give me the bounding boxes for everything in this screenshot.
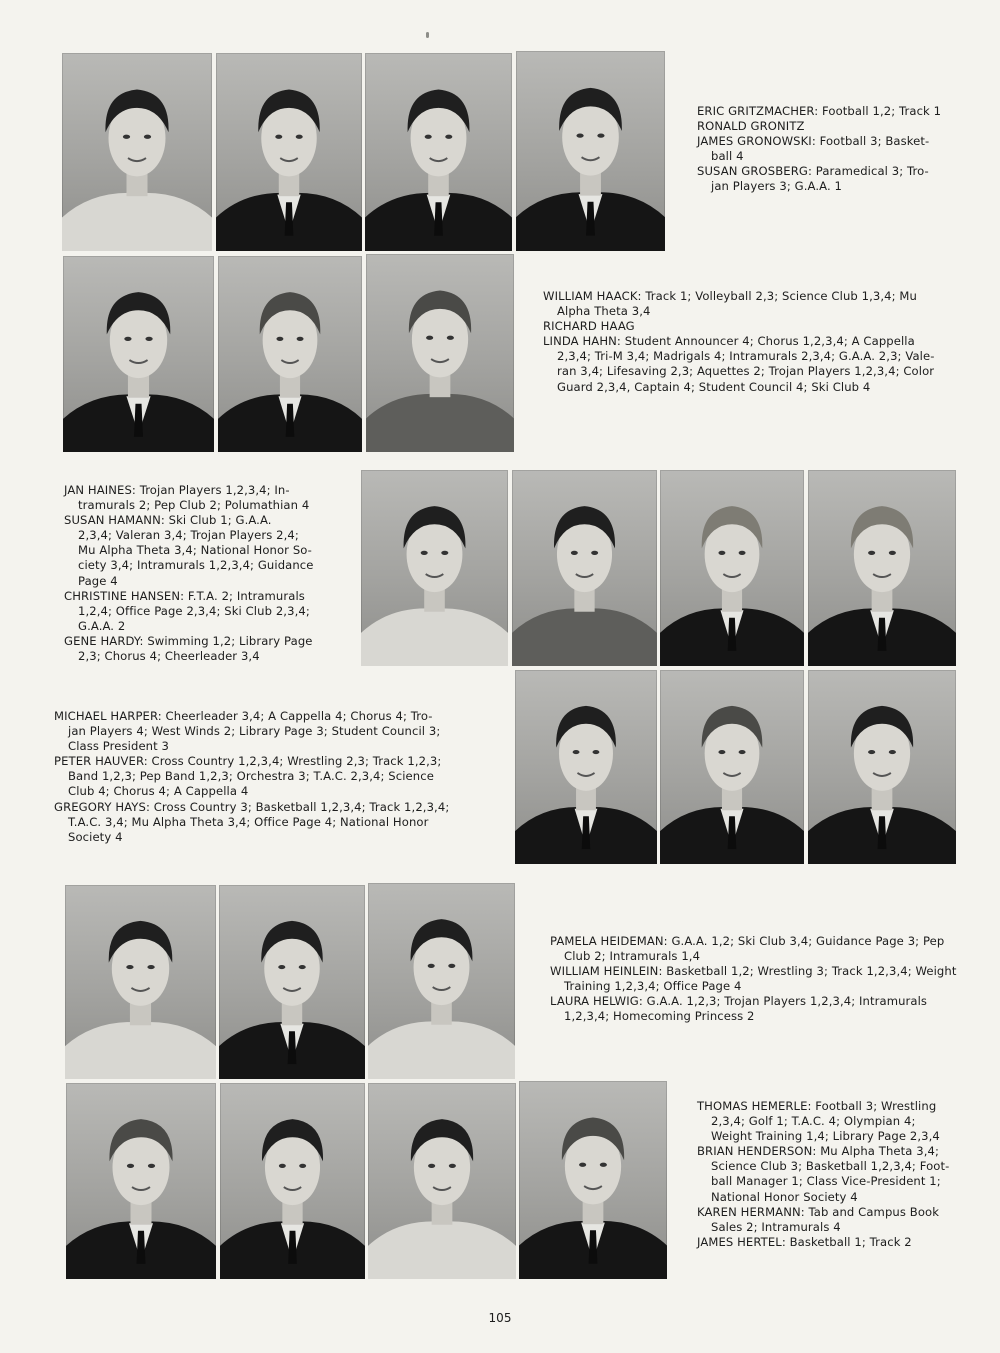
caption-entry	[543, 334, 969, 394]
right-eye-shape	[739, 750, 746, 754]
caption-continuation-line: 2,3; Chorus 4; Cheerleader 3,4	[78, 649, 260, 664]
photo-gregory-hays	[808, 670, 956, 864]
right-eye-shape	[449, 1164, 456, 1168]
left-eye-shape	[276, 337, 283, 341]
caption-entry	[697, 119, 959, 134]
tie-shape	[285, 202, 294, 236]
photo-james-hertel	[519, 1081, 667, 1279]
right-eye-shape	[448, 964, 455, 968]
shoulders-shape	[368, 1021, 515, 1079]
photo-laura-helwig	[368, 883, 515, 1079]
caption-block-5	[550, 934, 974, 1025]
right-eye-shape	[445, 135, 452, 139]
portrait-drawing	[368, 1083, 516, 1279]
right-eye-shape	[600, 1163, 607, 1167]
portrait-drawing	[65, 885, 216, 1079]
caption-continuation-line: G.A.A. 2	[78, 618, 126, 633]
caption-line: WILLIAM HAACK: Track 1; Volleyball 2,3; Science Club 1,3,4; Mu	[543, 289, 917, 303]
right-eye-shape	[297, 337, 304, 341]
caption-continuation-line: Alpha Theta 3,4	[557, 304, 651, 319]
portrait-drawing	[808, 470, 956, 666]
right-eye-shape	[145, 337, 152, 341]
portrait-drawing	[62, 53, 212, 251]
caption-entry	[550, 934, 974, 964]
tie-shape	[134, 404, 143, 437]
caption-entry	[54, 800, 482, 845]
portrait-drawing	[660, 670, 804, 864]
photo-richard-haag	[218, 256, 362, 452]
caption-continuation-line: Class President 3	[68, 739, 170, 754]
caption-line: ERIC GRITZMACHER: Football 1,2; Track 1	[697, 104, 942, 118]
caption-continuation-line: Guard 2,3,4, Captain 4; Student Council 4; Ski Club 4	[557, 379, 871, 394]
right-eye-shape	[299, 965, 306, 969]
page-number: 105	[488, 1311, 512, 1325]
caption-entry	[64, 589, 328, 634]
photo-brian-henderson	[220, 1083, 365, 1279]
portrait-drawing	[368, 883, 515, 1079]
tie-shape	[728, 816, 737, 849]
caption-line: SUSAN GROSBERG: Paramedical 3; Tro-	[697, 164, 929, 179]
caption-entry	[54, 709, 482, 754]
portrait-drawing	[519, 1081, 667, 1279]
portrait-drawing	[660, 470, 804, 666]
right-eye-shape	[144, 135, 151, 139]
left-eye-shape	[278, 965, 285, 969]
left-eye-shape	[718, 750, 725, 754]
shoulders-shape	[65, 1022, 216, 1079]
portrait-drawing	[220, 1083, 365, 1279]
caption-line: WILLIAM HEINLEIN: Basketball 1,2; Wrestling 3; Track 1,2,3,4; Weight	[550, 964, 957, 979]
caption-line: BRIAN HENDERSON: Mu Alpha Theta 3,4;	[697, 1144, 940, 1159]
photo-william-haack	[63, 256, 214, 452]
caption-line: PAMELA HEIDEMAN: G.A.A. 1,2; Ski Club 3,4; Guidance Page 3; Pep	[550, 934, 945, 948]
left-eye-shape	[576, 133, 583, 137]
shoulders-shape	[512, 608, 657, 666]
caption-continuation-line: Training 1,2,3,4; Office Page 4	[564, 979, 742, 994]
caption-block-1	[697, 104, 959, 195]
photo-susan-grosberg	[516, 51, 665, 251]
photo-james-gronowski	[365, 53, 512, 251]
caption-entry	[697, 1235, 959, 1250]
caption-continuation-line: Science Club 3; Basketball 1,2,3,4; Foot-	[711, 1159, 950, 1174]
tie-shape	[878, 816, 887, 849]
caption-continuation-line: ball Manager 1; Class Vice-President 1;	[711, 1174, 941, 1189]
photo-ronald-gronitz	[216, 53, 362, 251]
caption-block-2	[543, 289, 969, 395]
tie-shape	[728, 618, 737, 651]
caption-continuation-line: Band 1,2,3; Pep Band 1,2,3; Orchestra 3; T.A.C. 2,3,4; Science	[68, 769, 434, 784]
tie-shape	[286, 404, 295, 437]
scan-speck	[426, 32, 429, 38]
photo-pamela-heideman	[65, 885, 216, 1079]
photo-karen-hermann	[368, 1083, 516, 1279]
caption-block-3	[64, 483, 328, 664]
portrait-drawing	[515, 670, 657, 864]
caption-entry	[697, 164, 959, 194]
caption-entry	[550, 964, 974, 994]
portrait-drawing	[516, 51, 665, 251]
caption-line: CHRISTINE HANSEN: F.T.A. 2; Intramurals	[64, 588, 305, 603]
caption-continuation-line: tramurals 2; Pep Club 2; Polumathian 4	[78, 498, 310, 513]
shoulders-shape	[366, 394, 514, 452]
right-eye-shape	[889, 750, 896, 754]
caption-continuation-line: ran 3,4; Lifesaving 2,3; Aquettes 2; Trojan Players 1,2,3,4; Color	[557, 364, 935, 379]
portrait-drawing	[512, 470, 657, 666]
left-eye-shape	[425, 135, 432, 139]
right-eye-shape	[447, 336, 454, 340]
portrait-drawing	[808, 670, 956, 864]
caption-continuation-line: 2,3,4; Golf 1; T.A.C. 4; Olympian 4;	[711, 1114, 916, 1129]
caption-entry	[543, 319, 969, 334]
right-eye-shape	[299, 1164, 306, 1168]
tie-shape	[288, 1031, 297, 1064]
caption-line: GREGORY HAYS: Cross Country 3; Basketball 1,2,3,4; Track 1,2,3,4;	[54, 799, 450, 814]
caption-line: JAMES GRONOWSKI: Football 3; Basket-	[697, 134, 930, 149]
shoulders-shape	[62, 193, 212, 251]
left-eye-shape	[426, 336, 433, 340]
right-eye-shape	[296, 135, 303, 139]
photo-william-heinlein	[219, 885, 365, 1079]
caption-entry	[64, 513, 328, 588]
right-eye-shape	[739, 551, 746, 555]
right-eye-shape	[148, 1164, 155, 1168]
caption-continuation-line: ciety 3,4; Intramurals 1,2,3,4; Guidance	[78, 558, 314, 573]
photo-linda-hahn	[366, 254, 514, 452]
caption-continuation-line: jan Players 4; West Winds 2; Library Page 3; Student Council 3;	[68, 724, 441, 739]
caption-continuation-line: Mu Alpha Theta 3,4; National Honor So-	[78, 543, 312, 558]
caption-line: MICHAEL HARPER: Cheerleader 3,4; A Cappella 4; Chorus 4; Tro-	[54, 709, 433, 723]
caption-line: GENE HARDY: Swimming 1,2; Library Page	[64, 633, 313, 648]
portrait-drawing	[219, 885, 365, 1079]
photo-michael-harper	[515, 670, 657, 864]
caption-entry	[697, 104, 959, 119]
tie-shape	[288, 1231, 297, 1264]
right-eye-shape	[593, 750, 600, 754]
portrait-drawing	[216, 53, 362, 251]
portrait-drawing	[365, 53, 512, 251]
caption-entry	[64, 634, 328, 664]
portrait-drawing	[63, 256, 214, 452]
tie-shape	[878, 618, 887, 651]
caption-entry	[54, 754, 482, 799]
caption-entry	[550, 994, 974, 1024]
caption-line: LINDA HAHN: Student Announcer 4; Chorus 1,2,3,4; A Cappella	[543, 334, 915, 349]
right-eye-shape	[441, 551, 448, 555]
caption-continuation-line: Club 4; Chorus 4; A Cappella 4	[68, 784, 249, 799]
right-eye-shape	[597, 133, 604, 137]
caption-line: LAURA HELWIG: G.A.A. 1,2,3; Trojan Players 1,2,3,4; Intramurals	[550, 994, 928, 1009]
caption-line: SUSAN HAMANN: Ski Club 1; G.A.A.	[64, 513, 272, 528]
tie-shape	[582, 816, 591, 849]
caption-line: THOMAS HEMERLE: Football 3; Wrestling	[697, 1099, 937, 1113]
left-eye-shape	[279, 1164, 286, 1168]
portrait-drawing	[218, 256, 362, 452]
caption-line: JAN HAINES: Trojan Players 1,2,3,4; In-	[64, 483, 290, 497]
caption-block-4	[54, 709, 482, 845]
photo-peter-hauver	[660, 670, 804, 864]
left-eye-shape	[421, 551, 428, 555]
caption-continuation-line: Club 2; Intramurals 1,4	[564, 949, 701, 964]
right-eye-shape	[591, 551, 598, 555]
caption-line: RICHARD HAAG	[543, 319, 635, 334]
tie-shape	[589, 1230, 598, 1264]
tie-shape	[586, 202, 595, 236]
caption-continuation-line: Sales 2; Intramurals 4	[711, 1219, 841, 1234]
caption-entry	[697, 134, 959, 164]
caption-continuation-line: T.A.C. 3,4; Mu Alpha Theta 3,4; Office Page 4; National Honor	[68, 814, 429, 829]
caption-continuation-line: Page 4	[78, 573, 118, 588]
left-eye-shape	[868, 551, 875, 555]
caption-continuation-line: 2,3,4; Tri-M 3,4; Madrigals 4; Intramurals 2,3,4; G.A.A. 2,3; Vale-	[557, 349, 935, 364]
caption-line: KAREN HERMANN: Tab and Campus Book	[697, 1204, 940, 1219]
caption-entry	[64, 483, 328, 513]
right-eye-shape	[147, 965, 154, 969]
left-eye-shape	[124, 337, 131, 341]
portrait-drawing	[366, 254, 514, 452]
left-eye-shape	[571, 551, 578, 555]
caption-continuation-line: National Honor Society 4	[711, 1189, 858, 1204]
caption-continuation-line: Weight Training 1,4; Library Page 2,3,4	[711, 1129, 940, 1144]
caption-line: JAMES HERTEL: Basketball 1; Track 2	[697, 1234, 912, 1249]
caption-entry	[697, 1205, 959, 1235]
left-eye-shape	[868, 750, 875, 754]
caption-continuation-line: ball 4	[711, 149, 744, 164]
caption-entry	[697, 1144, 959, 1204]
caption-line: PETER HAUVER: Cross Country 1,2,3,4; Wrestling 2,3; Track 1,2,3;	[54, 754, 442, 769]
caption-line: RONALD GRONITZ	[697, 119, 805, 134]
left-eye-shape	[573, 750, 580, 754]
tie-shape	[434, 202, 443, 236]
portrait-drawing	[361, 470, 508, 666]
left-eye-shape	[428, 964, 435, 968]
left-eye-shape	[126, 965, 133, 969]
caption-continuation-line: 1,2,3,4; Homecoming Princess 2	[564, 1009, 755, 1024]
tie-shape	[137, 1231, 146, 1264]
left-eye-shape	[428, 1164, 435, 1168]
right-eye-shape	[889, 551, 896, 555]
left-eye-shape	[579, 1163, 586, 1167]
portrait-drawing	[66, 1083, 216, 1279]
shoulders-shape	[361, 608, 508, 666]
caption-continuation-line: 2,3,4; Valeran 3,4; Trojan Players 2,4;	[78, 528, 299, 543]
photo-jan-haines	[361, 470, 508, 666]
caption-continuation-line: Society 4	[68, 829, 123, 844]
left-eye-shape	[123, 135, 130, 139]
caption-continuation-line: jan Players 3; G.A.A. 1	[711, 179, 842, 194]
left-eye-shape	[127, 1164, 134, 1168]
photo-thomas-hemerle	[66, 1083, 216, 1279]
photo-christine-hansen	[660, 470, 804, 666]
photo-gene-hardy	[808, 470, 956, 666]
shoulders-shape	[368, 1221, 516, 1279]
left-eye-shape	[275, 135, 282, 139]
caption-continuation-line: 1,2,4; Office Page 2,3,4; Ski Club 2,3,4;	[78, 603, 310, 618]
caption-entry	[697, 1099, 959, 1144]
photo-eric-gritzmacher	[62, 53, 212, 251]
left-eye-shape	[718, 551, 725, 555]
caption-block-6	[697, 1099, 959, 1250]
photo-susan-hamann	[512, 470, 657, 666]
caption-entry	[543, 289, 969, 319]
